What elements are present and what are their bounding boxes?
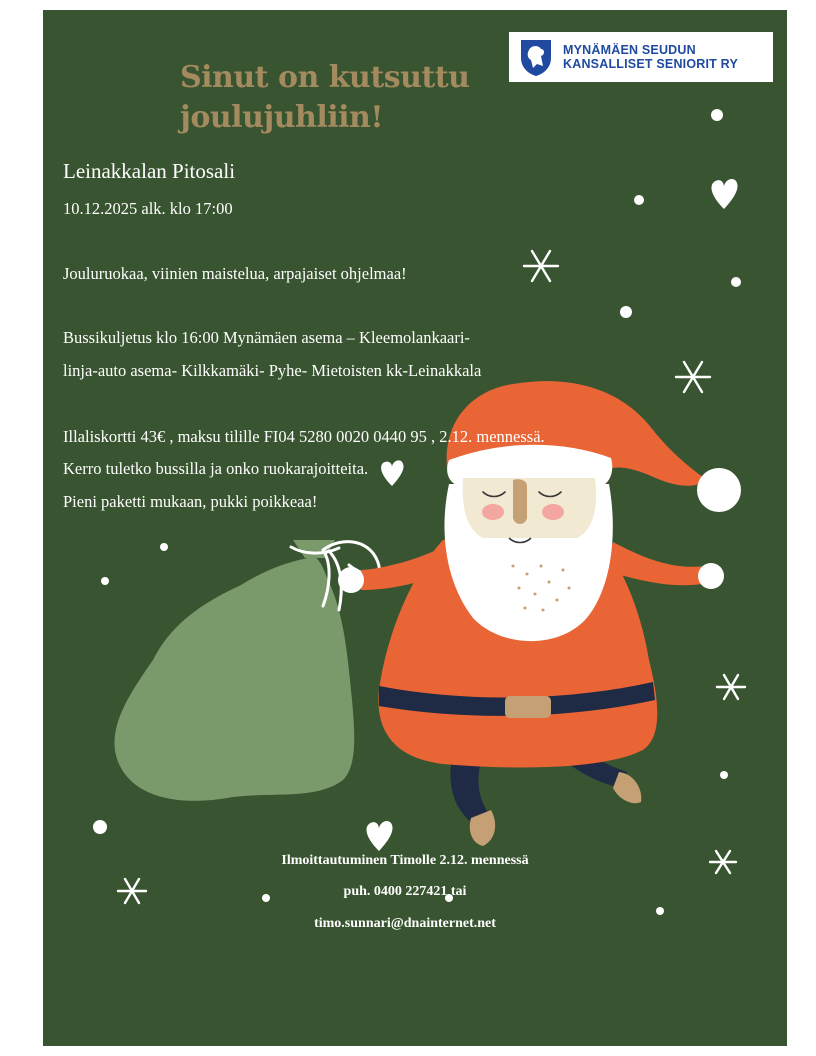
snow-dot (160, 543, 168, 551)
snow-dot (620, 306, 632, 318)
snow-dot (711, 109, 723, 121)
organization-logo (509, 32, 773, 82)
heart-icon (381, 460, 403, 486)
event-program: Jouluruokaa, viinien maistelua, arpajaiset ohjelmaa! (63, 264, 407, 283)
gift-info: Pieni paketti mukaan, pukki poikkeaa! (63, 492, 318, 511)
diet-bus-info: Kerro tuletko bussilla ja onko ruokarajoitteita. (63, 459, 369, 478)
invitation-title (180, 58, 520, 138)
heart-icon (366, 821, 392, 851)
lion-shield-icon (515, 36, 557, 78)
title-line-1: Sinut on kutsuttu (180, 60, 470, 95)
event-datetime: 10.12.2025 alk. klo 17:00 (63, 199, 233, 218)
registration-email: timo.sunnari@dnainternet.net (314, 916, 496, 931)
snowflake-icon (710, 851, 736, 873)
logo-line-1: MYNÄMÄEN SEUDUN (563, 43, 696, 57)
registration-phone: puh. 0400 227421 tai (343, 884, 467, 899)
logo-text (563, 43, 738, 71)
price-info: Illaliskortti 43€ , maksu tilille FI04 5280 0020 0440 95 , 2.12. mennessä. (63, 427, 545, 446)
snow-dot (634, 195, 644, 205)
heart-icon (711, 179, 737, 209)
snow-dot (656, 907, 664, 915)
santa-illustration (338, 381, 741, 846)
snowflake-icon (524, 251, 558, 281)
logo-line-2: KANSALLISET SENIORIT RY (563, 57, 738, 71)
bus-route-line-1: Bussikuljetus klo 16:00 Mynämäen asema – Kleemolankaari- (63, 328, 470, 347)
snowflake-icon (676, 362, 710, 392)
bus-route-line-2: linja-auto asema- Kilkkamäki- Pyhe- Mietoisten kk-Leinakkala (63, 361, 482, 380)
snow-dot (93, 820, 107, 834)
snow-dot (720, 771, 728, 779)
snow-dot (101, 577, 109, 585)
registration-line-1: Ilmoittautuminen Timolle 2.12. mennessä (281, 853, 529, 868)
snowflake-icon (717, 675, 745, 699)
title-line-2: joulujuhliin! (180, 100, 384, 135)
snowflake-icon (118, 879, 146, 903)
snow-dot (731, 277, 741, 287)
venue-name: Leinakkalan Pitosali (63, 159, 236, 183)
invitation-poster (43, 10, 787, 1046)
